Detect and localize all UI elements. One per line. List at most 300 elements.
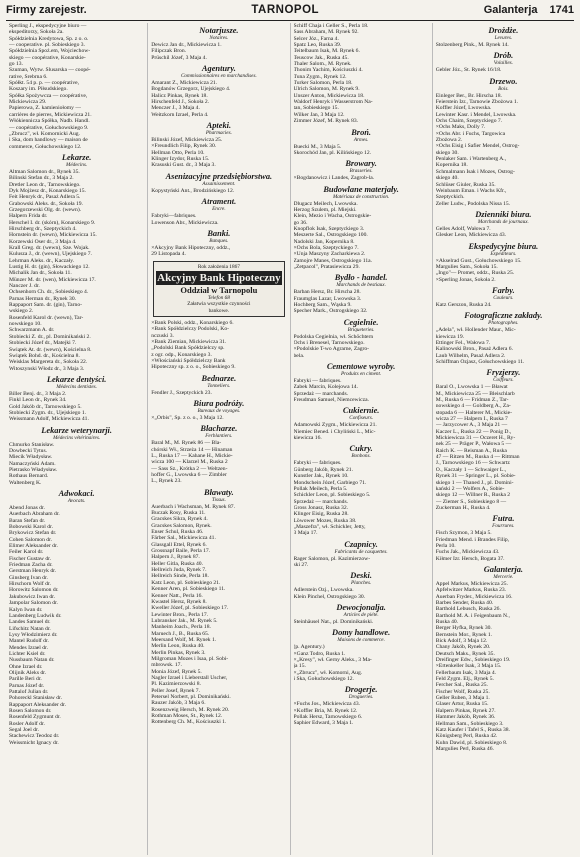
directory-entry: Chmurko Stanisław. xyxy=(9,441,55,448)
directory-entry: 29 Listopada 4. xyxy=(151,251,186,258)
directory-entry: Baral M., M. Rynek 86 — Bla- xyxy=(151,440,222,447)
directory-entry: Kenner Natt., Perla 16. xyxy=(151,592,203,599)
section-title: Agentury. xyxy=(201,64,236,74)
section-title: Banki. xyxy=(207,228,231,238)
directory-entry: O., Kaczały 1 — Schwaiger L., xyxy=(435,466,507,473)
directory-entry: Ulrich Salomon, M. Rynek 9. xyxy=(293,86,360,93)
directory-entry: Segal Joel dr. xyxy=(9,727,39,734)
directory-entry: ja 15. xyxy=(293,663,306,670)
directory-entry: Specher Mark., Ostrogskiego 32. xyxy=(293,308,368,315)
section-title: Cukiernie. xyxy=(342,406,380,416)
directory-entry: Menczer J., 3 Maja 4. xyxy=(151,105,200,112)
directory-entry: kiewicza 16. xyxy=(293,435,322,442)
directory-entry: Günberg Jakób, Rynek 21. xyxy=(293,466,353,473)
directory-section xyxy=(436,368,571,511)
directory-entry: Niemiec Bened. i Chyliński L., Mic- xyxy=(293,428,376,435)
section-title: Drożdże. xyxy=(488,26,519,35)
columns xyxy=(6,23,574,855)
directory-section xyxy=(294,185,429,271)
column-2 xyxy=(148,23,290,855)
directory-entry: skiego 12 — Willner R., Ruska 2 xyxy=(435,492,511,499)
directory-entry: Manheim Joach., Perla 18. xyxy=(151,624,211,631)
directory-entry: Steinhäusel Nat., pl. Dominikański. xyxy=(293,618,374,625)
header-left: Firmy zarejestr. xyxy=(6,4,87,16)
directory-section xyxy=(294,444,429,536)
section-title: Drogerje. xyxy=(344,685,378,695)
directory-entry: Halpern Frida dr. xyxy=(9,213,48,220)
directory-entry: skiego — coopérative, Konarskie- xyxy=(9,54,86,61)
directory-entry: Zbożowa 2. xyxy=(435,137,463,144)
section-title: Lekarze. xyxy=(61,152,92,162)
directory-entry: skiego 1 — Thaned J., pl. Domini- xyxy=(435,479,514,486)
directory-entry: Lysy Włodzimierz dr. xyxy=(9,631,58,638)
directory-entry: ×Włościański Spółdzielczy Bank xyxy=(151,357,226,364)
section-subtitle: Encre. xyxy=(212,206,226,213)
directory-entry: Friedman Zacha dr. xyxy=(9,562,53,569)
section-title: Domy handlowe. xyxy=(332,628,391,638)
directory-entry: Pattalof Julian dr. xyxy=(9,688,49,695)
directory-entry: „Maszefra", wł. Schickler, Jetty, xyxy=(293,523,366,530)
directory-entry: go 13. xyxy=(9,61,23,68)
directory-entry: ×„Kresy", wł. Gerny Aleks., 3 Ma- xyxy=(293,657,372,663)
section-subtitle: Fourrures. xyxy=(492,523,515,530)
directory-entry: Mickiewicza 31 — Oczeret H., Ry- xyxy=(435,435,516,442)
section-title: Deski. xyxy=(350,571,372,581)
section-title: Fotograficzne zakłady. xyxy=(464,311,543,321)
directory-entry: go 36. xyxy=(293,219,308,226)
section-title: Cementowe wyroby. xyxy=(326,362,396,372)
directory-entry: Landenberg Ludwik dr. xyxy=(9,612,62,619)
directory-entry: Gracskes Salomon, Rynek. xyxy=(151,522,212,529)
directory-entry: Teitelbaum Isak, M. Rynek 6. xyxy=(293,48,360,55)
directory-section xyxy=(9,153,144,372)
directory-section xyxy=(151,197,286,226)
directory-entry: Glesker Leon, Mickiewicza 43. xyxy=(435,232,507,239)
directory-entry: Bobowski Karol dr. xyxy=(9,524,53,531)
directory-entry: Halicz Pinkas, Rynek 18. xyxy=(151,92,208,99)
directory-entry: Nagler Izrael i Lieberstall Uscher, xyxy=(151,674,228,681)
directory-entry: Świątek Bohd. dr., Kościelna 8. xyxy=(9,352,80,359)
section-title: Bławaty. xyxy=(204,487,234,497)
directory-entry: Spółdzielnia Kredytowa, Sp. z o. o. xyxy=(9,35,89,42)
directory-section xyxy=(294,685,429,726)
directory-entry: Lehrman Aleks. dr., Kaczały. xyxy=(9,257,75,264)
directory-entry: 3 Maja 17. xyxy=(293,530,318,537)
section-subtitle: Tonneliers. xyxy=(207,382,231,389)
directory-entry: Weissmicht Ignacy dr. xyxy=(9,739,59,746)
directory-entry: skiego 40. xyxy=(435,175,459,182)
directory-entry: Michalik Jan dr., Sokoła 11. xyxy=(9,270,72,277)
directory-entry: Klinger Eisig, Ruska 28. xyxy=(293,511,349,518)
section-subtitle: Produits en ciment. xyxy=(340,371,382,378)
directory-entry: ×Fuchs Jos., Mickiewicza 43. xyxy=(293,701,361,708)
directory-entry: Mantel Rudolf dr. xyxy=(9,638,49,645)
directory-entry: Halpern Pinkas, Rynek 27. xyxy=(435,707,496,714)
directory-entry: i Ska, dom handlowy — maison de xyxy=(9,137,88,144)
directory-entry: ×Bank Ziemian, Mickiewicza 31. xyxy=(151,338,227,345)
directory-entry: Dyk Mojżesz dr., Konarskiego 15. xyxy=(9,187,86,194)
directory-entry: Spółkt. 54 p. p. — coopérative, xyxy=(9,80,80,87)
directory-entry: Barbes Sender, Ruska 40. xyxy=(435,599,494,606)
column-1 xyxy=(6,23,148,855)
directory-entry: — Jarzycower A., 3 Maja 21 — xyxy=(435,422,508,429)
directory-entry: ×Freundlich Filip, Rynek 30. xyxy=(151,143,217,150)
directory-entry: i Ska, Gołuchowskiego 12. xyxy=(293,676,354,683)
directory-entry: Kunstler Jak., Rynek 10. xyxy=(293,473,349,480)
directory-entry: Hammer Jakób, Rynek 36. xyxy=(435,714,496,721)
directory-entry: Spółka Spożywcza — coopérative, xyxy=(9,92,88,99)
directory-entry: Lewinter Bron., Perla 17. xyxy=(151,611,209,618)
directory-entry: Rynek 31 — Springer L., pl. Sobie- xyxy=(435,473,516,480)
directory-entry: Kuhn Dawid, pl. Sobieskiego 8. xyxy=(435,739,508,746)
directory-entry: Mickiewicza 29. xyxy=(9,99,47,106)
directory-entry: Klinger Izydor, Ruska 15. xyxy=(151,156,210,163)
directory-entry: Fabryki — fabriques. xyxy=(293,378,342,385)
directory-entry: Buecki M., 3 Maja 5. xyxy=(293,143,342,150)
section-title: Cukry. xyxy=(349,444,373,454)
directory-entry: Glaser Artur, Ruska 15. xyxy=(435,701,489,708)
directory-entry: „Adela", wł. Hollender Maur., Mic- xyxy=(435,327,516,334)
directory-entry: Ruska 40. xyxy=(435,619,459,625)
directory-entry: (p. Agentury.) xyxy=(293,644,325,651)
directory-section xyxy=(9,489,144,746)
directory-entry: Stobiecki Z. dr., pl. Dominikański 2. xyxy=(9,333,91,340)
directory-entry: ×Ochs Eisig i Safier Mendel, Ostrog- xyxy=(435,143,520,150)
directory-entry: wskiego 2. xyxy=(9,308,34,315)
section-subtitle: Marchands de journaux. xyxy=(477,218,529,225)
section-subtitle: Bonbons. xyxy=(351,453,371,460)
page-header xyxy=(6,4,574,21)
directory-entry: Katz Gerszon, Ruska 24. xyxy=(435,301,492,308)
directory-entry: Laub Wilhelm, Pasaż Adlera 2. xyxy=(435,352,506,359)
header-city: TARNOPOL xyxy=(251,4,320,16)
directory-entry: Grzegorzewski Olg. dr. (wewn). xyxy=(9,206,82,213)
directory-entry: Feit Henryk dr., Pasaż Adlera 5. xyxy=(9,194,81,201)
directory-entry: Podolska Cegielnia, wł. Schöchtern xyxy=(293,333,374,340)
directory-entry: „Zetpacol", Pratasiewicza 29. xyxy=(293,263,360,270)
directory-entry: Margulies Perl, Ruska 46. xyxy=(435,745,494,752)
section-title: Blacharze. xyxy=(200,424,238,434)
directory-entry: Baral O., Lwowska 1 — Bławat xyxy=(435,384,508,391)
section-subtitle: Maisons de commerce. xyxy=(337,637,385,644)
directory-entry: ×Ganz Todro, Ruska 1. xyxy=(293,650,346,657)
directory-entry: Rager Salomon, pl. Kazimierzow- xyxy=(293,555,371,562)
directory-entry: Milgroman Mozes i Isaa, pl. Sobi- xyxy=(151,655,229,662)
directory-entry: „Ingo"— Promet, oddz., Ruska 25. xyxy=(435,270,515,277)
directory-entry: Adlerstein Ozj., Lwowska. xyxy=(293,587,354,594)
directory-entry: nek 25 — Präger P., Wałowa 5 — xyxy=(435,441,512,448)
directory-entry: Abend Jonas dr. xyxy=(9,505,45,511)
directory-entry: Kwastel Hersz, Rynek 8. xyxy=(151,598,207,605)
directory-section xyxy=(294,406,429,441)
directory-entry: Bilinski Józef, Mickiewicza 25. xyxy=(151,137,223,144)
directory-entry: Herzog Szulem, pl. Miejski. xyxy=(293,206,357,213)
directory-section xyxy=(294,571,429,600)
directory-entry: nczuski 3. xyxy=(151,332,174,339)
directory-entry: Waltenberg K. xyxy=(9,479,42,486)
directory-entry: Ettinger Fel., Wałowa 7. xyxy=(435,339,491,346)
directory-entry: Rothman Moses, St., Rynek 12. xyxy=(151,713,223,720)
directory-entry: 47 — Ritzen M., Ruska 4 — Rittman xyxy=(435,454,520,461)
directory-entry: Berger Hyfka, Rynek 30. xyxy=(435,625,492,632)
directory-entry: Merlin Pinkas, Rynek 3. xyxy=(151,649,206,656)
directory-section xyxy=(151,64,286,118)
directory-entry: — Sass Sz., Krótka 2 — Weltzen- xyxy=(151,465,228,472)
directory-entry: Rosenzweig Hersch, M. Rynek 20. xyxy=(151,706,230,713)
directory-entry: Halpern J., Rynek 87. xyxy=(151,554,200,561)
section-subtitle: Commissionnaires en marchandises. xyxy=(180,73,257,80)
directory-entry: mbrowsk. 17. xyxy=(151,662,182,669)
directory-entry: Gracskes Sikra, Rynek 4. xyxy=(151,516,208,523)
directory-entry: Freudman Samuel, Niemcewicza. xyxy=(293,397,369,404)
directory-entry: Kiłmer Izr. Hersch, Bogata 37. xyxy=(435,555,505,562)
section-title: Broń. xyxy=(351,127,372,137)
ad-services-line-2: bankowe. xyxy=(208,307,230,314)
directory-entry: Sprzedaż — marchands. xyxy=(293,390,349,397)
directory-entry: Stolzenberg Pink., M. Rynek 14. xyxy=(435,42,509,48)
directory-entry: Bilinski Stefan dr., 3 Maja 2. xyxy=(9,175,74,182)
directory-entry: M., Mickiewicza 25 — Bleischlarb xyxy=(435,390,515,397)
directory-entry: Schickler Leon, pl. Sobieskiego 5. xyxy=(293,492,371,499)
directory-entry: Teuscow Jak., Ruska 45. xyxy=(293,54,349,61)
section-subtitle: Drogueries. xyxy=(348,694,374,701)
ad-year-line: Rok założenia 1867 xyxy=(197,263,240,270)
directory-entry: Kopernika 18. xyxy=(435,162,468,169)
directory-entry: Weinbaum Eman. i Wachs Kfr., xyxy=(435,187,507,194)
directory-section xyxy=(9,23,144,150)
directory-entry: Kweller Józef, pl. Sobieskiego 17. xyxy=(151,605,229,612)
directory-entry: Hornstein dr. (wewn), Mickiewicza 15. xyxy=(9,232,97,239)
directory-entry: Hellman Sam., Sobieskiego 3. xyxy=(435,720,504,727)
section-title: Czapnicy. xyxy=(344,539,378,549)
directory-entry: Merlin Leon, Ruska 40. xyxy=(151,643,205,650)
directory-section xyxy=(436,210,571,239)
directory-entry: Hirschberg dr., Szeptyckich 4. xyxy=(9,225,77,232)
section-title: Cegielnie. xyxy=(343,317,379,327)
directory-section xyxy=(151,488,286,726)
directory-entry: Weisklas Margereta dr., Sokoła 22. xyxy=(9,359,88,366)
directory-entry: Pollak Hersz, Tarnowskiego 6. xyxy=(293,714,363,721)
directory-entry: rative, Srebrna 6. xyxy=(9,73,48,80)
directory-entry: Adamowski Zygm., Mickiewicza 21. xyxy=(293,422,377,429)
directory-entry: Gebler Józ., St. Rynek 16/18. xyxy=(435,67,502,74)
directory-entry: Cohen Salomon dr. xyxy=(9,536,53,543)
directory-section xyxy=(436,26,571,48)
directory-entry: Stachewicz Teodoz dr. xyxy=(9,733,60,740)
directory-entry: Amarant Z., Mickiewicza 21. xyxy=(151,80,218,87)
directory-entry: Dreifinger Edw., Sobieskiego 19. xyxy=(435,657,511,664)
ad-branch-line: Oddział w Tarnopolu xyxy=(180,284,258,295)
directory-entry: Bernstein Mor., Rynek 1. xyxy=(435,631,493,638)
directory-entry: Szeptyckich. xyxy=(435,194,465,201)
directory-entry: Grossnapf Baile, Perla 17. xyxy=(151,548,211,555)
directory-entry: Enser Schul, Ruska 46. xyxy=(151,529,204,536)
directory-entry: Nadolski Jan, Kopernika 8. xyxy=(293,238,355,245)
directory-section xyxy=(294,159,429,181)
section-subtitle: Couleurs. xyxy=(493,294,514,301)
directory-entry: Sperling J., ekspedycyjne biuro — xyxy=(9,23,87,29)
directory-entry: Weitzkorn Izrael, Perla 4. xyxy=(151,111,209,118)
directory-entry: Lustig H. dr. (gin), Słowackiego 12. xyxy=(9,264,90,271)
directory-entry: Stobiecki Józef dr., Matejki 7. xyxy=(9,340,77,347)
section-subtitle: Confiseurs. xyxy=(349,415,374,422)
section-title: Drób. xyxy=(493,51,514,61)
directory-entry: Ochsenhorn Ch. dr., Sobieskiego 4. xyxy=(9,289,89,296)
directory-section xyxy=(151,121,286,169)
section-title: Bednarze. xyxy=(201,373,237,383)
directory-entry: Appel Markus, Mickiewicza 25. xyxy=(435,580,508,587)
directory-entry: skiego 30. xyxy=(435,149,459,156)
directory-entry: ×Sperling Jonas, Sokoła 2. xyxy=(435,276,496,283)
directory-entry: carrières de pierres, Mickiewicza 21. xyxy=(9,111,92,118)
directory-entry: Skorochód Jan, pl. Kilińskiego 12. xyxy=(293,149,372,156)
directory-section xyxy=(151,320,286,371)
directory-entry: Świątek At. dr. (wewn), Kościelna 8. xyxy=(9,346,92,353)
directory-entry: Rosen Salomon dr. xyxy=(9,708,52,714)
directory-entry: Kalinowski Bron., Pasaż Adlera 6. xyxy=(435,346,513,353)
directory-section xyxy=(436,514,571,562)
directory-entry: Dlugacz Meilech, Lwowska. xyxy=(293,200,358,207)
section-title: Dewocjonalja. xyxy=(336,602,386,612)
directory-entry: bela. xyxy=(293,352,305,359)
directory-entry: „Zbrucz", wł. Komornicki Aug. xyxy=(9,130,80,137)
section-title: Apteki. xyxy=(206,121,232,131)
directory-entry: Dewicz Jan dr., Mickiewicza 1. xyxy=(151,42,222,48)
directory-entry: Krasuski Gust. dr., 3 Maja 3. xyxy=(151,162,216,169)
directory-entry: Zuckerman H., Ruska 4. xyxy=(435,504,491,511)
directory-entry: commerce, Gołuchowskiego 12. xyxy=(9,143,82,150)
directory-entry: Fellerbaum Isak, 3 Maja 4. xyxy=(435,669,497,676)
directory-entry: Schmalmann Isak i Mozes, Ostrog- xyxy=(435,168,515,175)
directory-entry: Rosler Adolf dr. xyxy=(9,720,45,727)
directory-entry: Perla 10. xyxy=(435,542,456,549)
directory-entry: Feld Zygm. Elj., Rynek 5. xyxy=(435,676,494,683)
directory-entry: Färber Sal., Mickiewicza 41. xyxy=(151,535,216,542)
header-category: Galanterja xyxy=(483,4,538,16)
directory-entry: ×„Orbis", Sp. z o. o., 3 Maja 12. xyxy=(151,414,224,421)
directory-entry: ×Akselrad Gust., Gołuchowskiego 15. xyxy=(435,257,522,264)
section-title: Futra. xyxy=(492,514,515,524)
directory-entry: — cooperative. pl. Sobieskiego 3. xyxy=(9,42,85,49)
directory-entry: Zeller Ludw., Podolska Nissa 15. xyxy=(435,200,511,207)
directory-entry: Katz Leon, pl. Sobieskiego 21. xyxy=(151,579,221,586)
directory-entry: Gold Jakób dr., Tarnowskiego 5. xyxy=(9,403,82,410)
directory-entry: Hellman Otto, Perla 10. xyxy=(151,149,205,156)
section-title: Notarjusze. xyxy=(199,26,239,35)
directory-entry: Fabryki — fabriques. xyxy=(293,460,342,467)
directory-entry: kański 2 — Wolfers A., Sobie- xyxy=(435,485,505,492)
section-title: Dzienniki biura. xyxy=(475,209,532,219)
section-subtitle: Planches. xyxy=(350,580,372,587)
directory-entry: Monia Józef, Rynek 5. xyxy=(151,668,202,675)
directory-entry: Auerbach Abraham dr. xyxy=(9,511,60,518)
directory-entry: Fabryki—fabriques. xyxy=(151,213,197,220)
directory-section xyxy=(436,242,571,283)
directory-section xyxy=(294,362,429,403)
directory-entry: Barthold M. A. i Feigenbaum N., xyxy=(435,612,510,619)
section-subtitle: Banques. xyxy=(209,237,229,244)
section-subtitle: Bureaux de voyages. xyxy=(197,407,241,414)
directory-entry: Petersel Norbert, pl. Dominikański. xyxy=(151,694,231,700)
section-subtitle: Matériaux de construction. xyxy=(332,193,390,200)
section-title: Browary. xyxy=(345,159,377,169)
directory-entry: Hirschorn Wolf dr. xyxy=(9,581,51,588)
directory-entry: Parnas Herman dr., Rynek 30. xyxy=(9,295,77,302)
directory-entry: ×Podolskie T-wo Agrarne, Zagro- xyxy=(293,346,370,353)
directory-entry: Königsberg Perl, Ruska 42. xyxy=(435,733,498,740)
directory-entry: Gerstman Henryk dr. xyxy=(9,568,57,575)
section-subtitle: Levures. xyxy=(494,35,513,41)
directory-entry: Meersand Wolf, M. Rynek 1. xyxy=(151,636,217,643)
directory-entry: Wilker Jan, 3 Maja 12. xyxy=(293,111,345,118)
directory-section xyxy=(436,286,571,308)
directory-section xyxy=(9,426,144,486)
directory-entry: Selcer Józ., Farna 4. xyxy=(293,35,339,42)
directory-entry: Witoszynski Włodz dr., 3 Maja 3. xyxy=(9,365,85,372)
directory-section xyxy=(151,172,286,194)
directory-entry: Fuchs Jak., Mickiewicza 43. xyxy=(435,549,500,556)
ad-bank-name: Akcyjny Bank Hipoteczny xyxy=(157,271,281,284)
directory-entry: ×Bank Spółdzielczy Podolski, Ko- xyxy=(151,326,229,333)
directory-entry: Mondschein Józef, Garbiego 71. xyxy=(293,479,367,486)
column-3 xyxy=(291,23,433,855)
directory-entry: Bogdanów Grzegorz, Ujejskiego 4. xyxy=(151,86,231,93)
section-subtitle: Marchands de bestiaux. xyxy=(336,282,386,289)
directory-entry: Szuman, Wytw. Ślusarska — coopé- xyxy=(9,67,91,74)
directory-entry: J., Tarnowskiego 16 — Schwartz xyxy=(435,460,510,467)
directory-entry: Hirschenfeld J., Sokoła 2. xyxy=(151,99,210,106)
ad-phone-line: Telefon 68 xyxy=(207,295,230,302)
directory-entry: Gross Jonasz, Ruska 32. xyxy=(293,504,349,511)
section-title: Budowlane materjały. xyxy=(323,184,399,194)
directory-entry: Filipczak Bron. xyxy=(151,48,187,55)
directory-section xyxy=(436,311,571,365)
directory-entry: Hochberg Sam., Wąska 9. xyxy=(293,302,352,308)
directory-entry: Sprzedaż — marchands. xyxy=(293,498,349,505)
directory-entry: Zimmer Józef, M. Rynek 83. xyxy=(293,118,359,125)
directory-entry: Papierowa, Z. kamieniołomy — xyxy=(9,105,81,112)
directory-entry: ×Koffler Bria, M. Rynek 12. xyxy=(293,707,358,714)
directory-entry: — Ziemer S., Sobieskiego 8 — xyxy=(435,498,507,505)
directory-entry: Rosenfeld Karol dr. (wewn), Tar- xyxy=(9,314,84,321)
directory-entry: Schiffman Ozjasz, Gołuchowskiego 11. xyxy=(435,359,525,365)
directory-entry: Rothaus Bernard. xyxy=(9,473,49,480)
directory-entry: Jampolar Salomon dr. xyxy=(9,600,58,607)
column-4 xyxy=(433,23,574,855)
directory-entry: Kenner Aren, pl. Sobieskiego 11. xyxy=(151,586,226,593)
directory-entry: Einleger Ber., Br. Hirscha 18. xyxy=(435,92,502,99)
directory-entry: Waldorf Henryk i Wasserstrom Na- xyxy=(293,99,373,106)
directory-section xyxy=(436,77,571,207)
directory-entry: chórski Wł., Strzeża 14 — Hinaman xyxy=(151,446,233,453)
section-subtitle: Bois. xyxy=(498,85,509,92)
section-title: Fryzjerzy. xyxy=(486,368,521,378)
directory-entry: Barthold Lebusch, Ruska 26. xyxy=(435,606,501,613)
section-title: Ekspedycyjne biura. xyxy=(468,241,539,251)
section-subtitle: Avocats. xyxy=(67,498,86,504)
directory-entry: ×Bogdanowicz i Landes, Zagrob-la. xyxy=(293,175,375,182)
section-subtitle: Armes. xyxy=(353,136,369,143)
directory-section xyxy=(151,229,286,258)
directory-entry: Thonim Yachim, Kościuszki 4. xyxy=(293,67,363,74)
directory-entry: Koszary im. Piłsudskiego. xyxy=(9,86,68,93)
directory-entry: Rappaport Aleksander dr. xyxy=(9,701,67,708)
directory-section xyxy=(294,128,429,157)
directory-entry: Rosenfeld Zygmunt dr. xyxy=(9,714,61,721)
section-subtitle: Pharmacies. xyxy=(205,130,232,137)
directory-entry: Herschel I. dr. (skórn), Konarskiego 9. xyxy=(9,219,96,226)
directory-entry: Kopystyński Ant., Brodzińskiego 12. xyxy=(151,187,235,194)
